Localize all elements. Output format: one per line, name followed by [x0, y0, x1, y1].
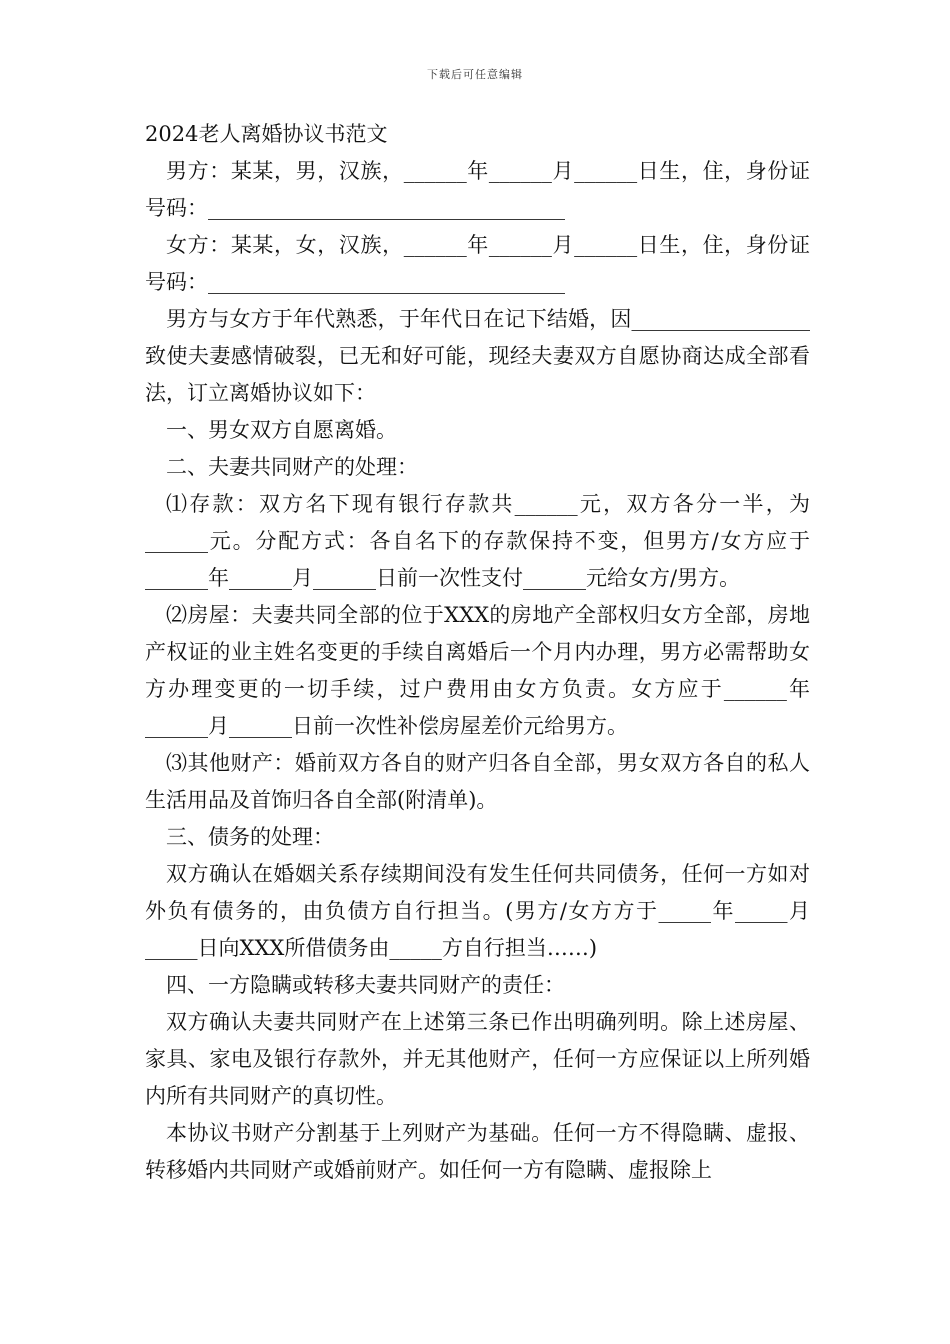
- paragraph-husband-info: 男方：某某，男，汉族，______年______月______日生，住，身份证号码：__________________________________: [145, 159, 810, 220]
- clause-2-property-heading: 二、夫妻共同财产的处理：: [166, 455, 418, 479]
- clause-2-deposits: ⑴存款：双方名下现有银行存款共______元，双方各分一半，为______元。分配方式：各自名下的存款保持不变，但男方/女方应于______年______月______日前一次性支付______元给女方/男方。: [145, 492, 810, 590]
- clause-2-house: ⑵房屋：夫妻共同全部的位于XXX的房地产全部权归女方全部，房地产权证的业主姓名变更的手续自离婚后一个月内办理，男方必需帮助女方办理变更的一切手续，过户费用由女方负责。女方应于______年______月______日前一次性补偿房屋差价元给男方。: [145, 603, 810, 738]
- clause-4-property-basis: 本协议书财产分割基于上列财产为基础。任何一方不得隐瞒、虚报、转移婚内共同财产或婚前财产。如任何一方有隐瞒、虚报除上: [145, 1121, 810, 1182]
- clause-4-liability-heading: 四、一方隐瞒或转移夫妻共同财产的责任：: [166, 973, 565, 997]
- clause-2-other-property: ⑶其他财产：婚前双方各自的财产归各自全部，男女双方各自的私人生活用品及首饰归各自全部(附清单)。: [145, 751, 810, 812]
- clause-1-divorce: 一、男女双方自愿离婚。: [166, 418, 397, 442]
- document-body: [145, 116, 810, 1189]
- document-title: 2024老人离婚协议书范文: [145, 122, 388, 146]
- paragraph-background: 男方与女方于年代熟悉，于年代日在记下结婚，因_________________致使夫妻感情破裂，已无和好可能，现经夫妻双方自愿协商达成全部看法，订立离婚协议如下：: [145, 307, 810, 405]
- paragraph-wife-info: 女方：某某，女，汉族，______年______月______日生，住，身份证号码：__________________________________: [145, 233, 810, 294]
- header-note: 下载后可任意编辑: [427, 68, 523, 81]
- clause-3-debt-body: 双方确认在婚姻关系存续期间没有发生任何共同债务，任何一方如对外负有债务的，由负债方自行担当。(男方/女方方于_____年_____月_____日向XXX所借债务由_____方自行担当……): [145, 862, 810, 960]
- clause-4-liability-body: 双方确认夫妻共同财产在上述第三条已作出明确列明。除上述房屋、家具、家电及银行存款外，并无其他财产，任何一方应保证以上所列婚内所有共同财产的真切性。: [145, 1010, 810, 1108]
- clause-3-debt-heading: 三、债务的处理：: [166, 825, 334, 849]
